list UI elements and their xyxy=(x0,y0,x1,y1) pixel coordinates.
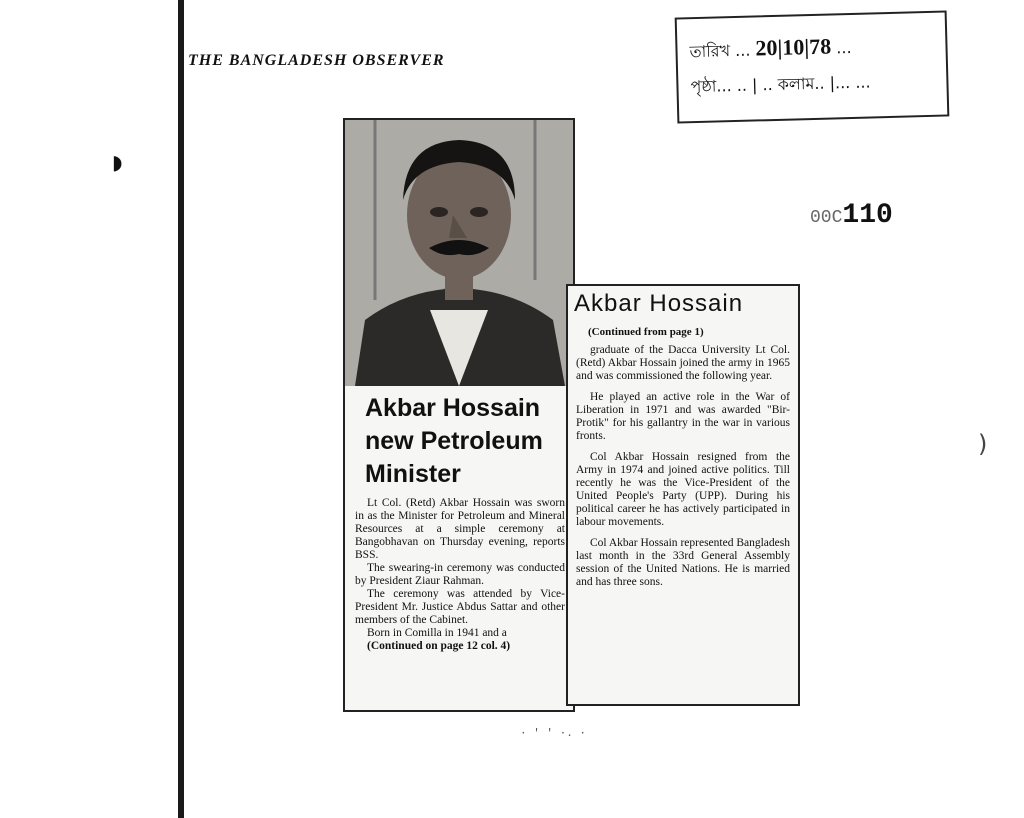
article-clipping xyxy=(343,118,575,712)
scan-smudge: · ' ' ·. · xyxy=(520,728,587,740)
portrait-photo xyxy=(345,120,573,386)
continuation-paragraph: Col Akbar Hossain represented Bangladesh last month in the 33rd General Assembly session of the United Nations. He is married and has three sons. xyxy=(576,537,790,588)
continuation-paragraph: graduate of the Dacca University Lt Col. (Retd) Akbar Hossain joined the army in 1965 and was commissioned the following year. xyxy=(576,344,790,382)
page-number xyxy=(810,200,893,231)
hole-punch-mark: ◗ xyxy=(112,150,123,174)
continuation-headline: Akbar Hossain xyxy=(574,290,744,317)
continuation-paragraph: He played an active role in the War of Liberation in 1971 and was awarded "Bir-Protik" for his gallantry in the war in various fronts. xyxy=(576,391,790,442)
binding-line xyxy=(178,0,184,818)
article-body xyxy=(355,497,565,653)
stamp-date-label: তারিখ xyxy=(689,41,731,62)
article-paragraph: Born in Comilla in 1941 and a xyxy=(367,627,507,639)
stamp-column-label: কলাম xyxy=(777,73,815,94)
headline-line-3: Minister xyxy=(365,460,461,488)
continued-note: (Continued on page 12 col. 4) xyxy=(367,640,511,652)
newspaper-masthead: THE BANGLADESH OBSERVER xyxy=(188,52,445,69)
page-number-value: 110 xyxy=(842,200,893,231)
portrait-illustration xyxy=(345,120,573,386)
article-headline xyxy=(365,392,573,491)
continuation-subhead: (Continued from page 1) xyxy=(588,326,704,338)
continuation-paragraph: Col Akbar Hossain resigned from the Army in 1974 and joined active politics. Till recently he was the Vice-President of the United People's Party (UPP). During his political career he has actively participated in labour movements. xyxy=(576,451,790,528)
headline-line-1: Akbar Hossain xyxy=(365,394,541,422)
stamp-page-row: পৃষ্ঠা... .. | .. কলাম.. |... ... xyxy=(690,72,871,97)
archive-stamp xyxy=(675,10,950,123)
article-paragraph: The swearing-in ceremony was conducted by President Ziaur Rahman. xyxy=(355,562,565,587)
article-paragraph: The ceremony was attended by Vice-President Mr. Justice Abdus Sattar and other members of the Cabinet. xyxy=(355,588,565,626)
headline-line-2: new Petroleum xyxy=(365,427,543,455)
page-number-prefix: 00C xyxy=(810,208,843,228)
stamp-page-label: পৃষ্ঠা xyxy=(690,76,717,97)
article-paragraph: Lt Col. (Retd) Akbar Hossain was sworn in as the Minister for Petroleum and Mineral Resources at a simple ceremony at Bangobhavan on Thursday evening, reports BSS. xyxy=(355,497,565,561)
stamp-date-value: 20|10|78 xyxy=(755,33,832,61)
margin-mark: ) xyxy=(978,430,988,458)
stamp-date-row: তারিখ ... 20|10|78 ... xyxy=(689,33,852,62)
continuation-clipping xyxy=(566,284,800,706)
continuation-body xyxy=(576,344,790,589)
